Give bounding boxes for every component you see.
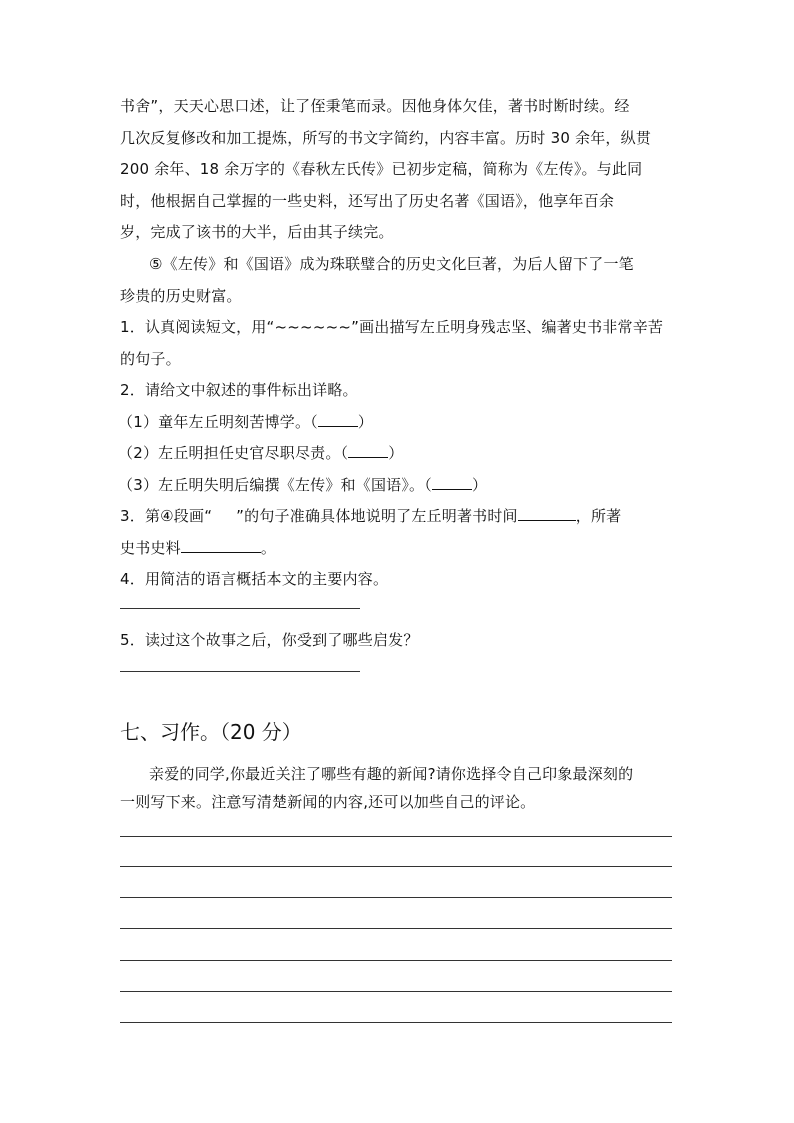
passage-line-3: 200 余年、18 余万字的《春秋左氏传》已初步定稿，简称为《左传》。与此同 [120, 160, 643, 178]
answer-blank[interactable] [348, 443, 388, 458]
answer-blank[interactable] [432, 475, 472, 490]
question-3-line-1 [120, 506, 680, 526]
question-3-part-1: 3．第④段画“ [120, 507, 213, 525]
composition-title: 七、习作。（20 分） [120, 720, 302, 744]
question-2-item-1-text: （1）童年左丘明刻苦博学。（ [118, 413, 318, 431]
question-5-answer-line[interactable] [120, 671, 360, 672]
passage-line-2: 几次反复修改和加工提炼，所写的书文字简约，内容丰富。历时 30 余年，纵贯 [120, 129, 652, 147]
writing-line[interactable] [120, 1022, 672, 1023]
question-1-line-2: 的句子。 [120, 350, 181, 368]
writing-line[interactable] [120, 836, 672, 837]
question-3-line-2 [120, 538, 680, 558]
question-4: 4．用简洁的语言概括本文的主要内容。 [120, 570, 389, 588]
question-3-line-2-part-2: 。 [260, 539, 277, 557]
question-2-item-1 [118, 412, 678, 432]
question-3-part-2: ”的句子准确具体地说明了左丘明著书时间 [236, 507, 518, 525]
answer-blank[interactable] [318, 412, 358, 427]
question-3-line-2-part-1: 史书史料 [120, 539, 181, 557]
close-paren: ） [388, 444, 404, 462]
answer-blank-materials[interactable] [181, 538, 261, 553]
question-2-item-3 [118, 475, 678, 495]
question-2-item-2-text: （2）左丘明担任史官尽职尽责。（ [118, 444, 349, 462]
question-4-answer-line[interactable] [120, 608, 360, 609]
writing-line[interactable] [120, 866, 672, 867]
writing-line[interactable] [120, 897, 672, 898]
question-2-item-3-text: （3）左丘明失明后编撰《左传》和《国语》。（ [118, 476, 432, 494]
question-1-line-1: 1．认真阅读短文，用“~~~~~~”画出描写左丘明身残志坚、编著史书非常辛苦 [120, 318, 664, 336]
close-paren: ） [471, 476, 488, 494]
question-2-item-2 [118, 443, 678, 463]
passage-line-1: 书舍”，天天心思口述，让了侄秉笔而录。因他身体欠佳，著书时断时续。经 [120, 97, 630, 115]
composition-prompt-line-2: 一则写下来。注意写清楚新闻的内容,还可以加些自己的评论。 [120, 793, 536, 811]
composition-prompt-line-1: 亲爱的同学,你最近关注了哪些有趣的新闻?请你选择令自己印象最深刻的 [149, 765, 634, 783]
close-paren: ） [357, 413, 374, 431]
writing-line[interactable] [120, 928, 672, 929]
question-5: 5．读过这个故事之后，你受到了哪些启发？ [120, 631, 419, 649]
passage-line-4: 时，他根据自己掌握的一些史料，还写出了历史名著《国语》，他享年百余 [120, 192, 615, 210]
writing-line[interactable] [120, 991, 672, 992]
paragraph-5-line-2: 珍贵的历史财富。 [120, 287, 242, 305]
question-2: 2．请给文中叙述的事件标出详略。 [120, 381, 358, 399]
paragraph-5-line-1: ⑤《左传》和《国语》成为珠联璧合的历史文化巨著，为后人留下了一笔 [149, 255, 634, 273]
writing-line[interactable] [120, 960, 672, 961]
answer-blank-time[interactable] [518, 506, 576, 521]
passage-line-5: 岁，完成了该书的大半，后由其子续完。 [120, 223, 394, 241]
question-3-part-3: ，所著 [575, 507, 622, 525]
